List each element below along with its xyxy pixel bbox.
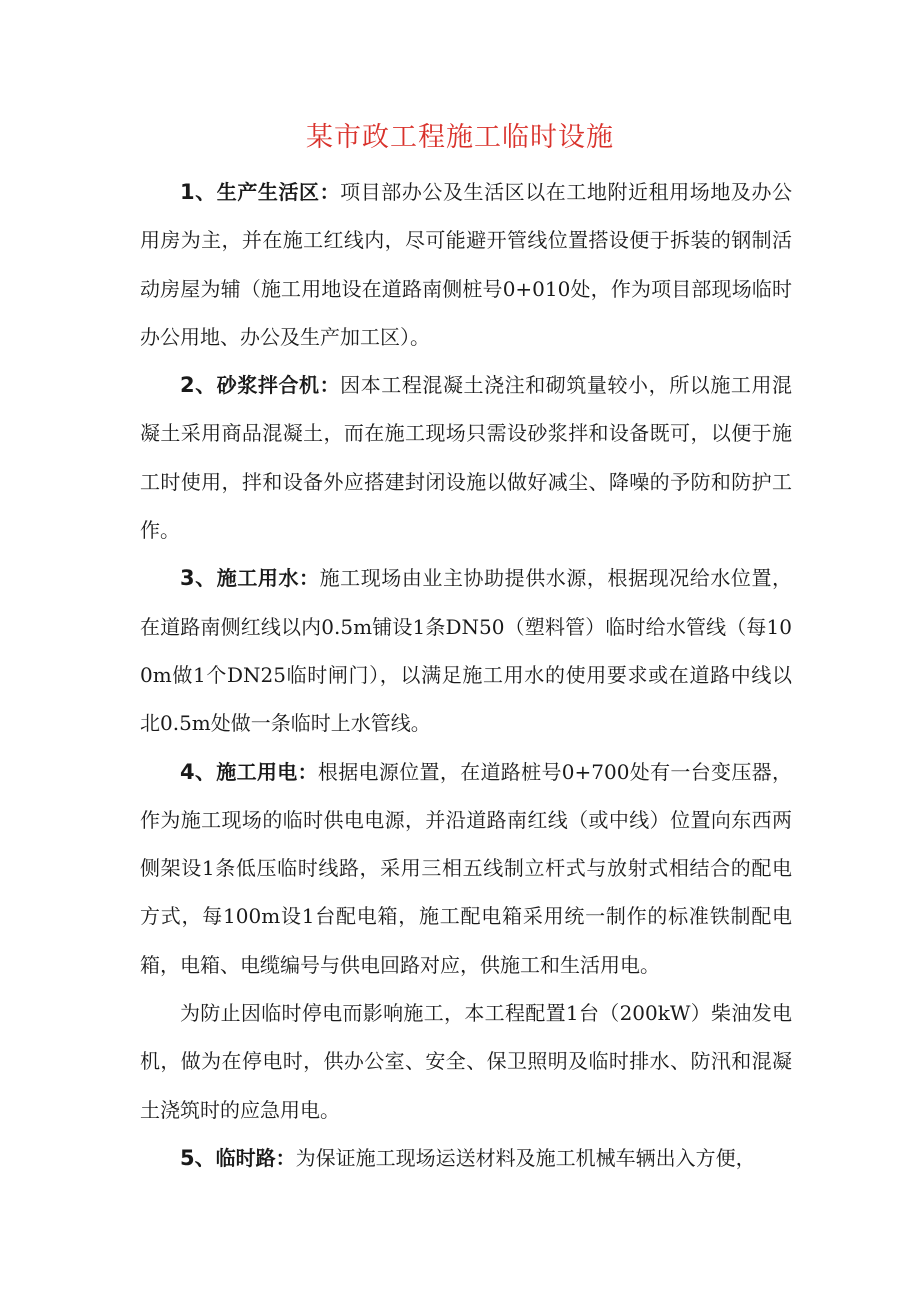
section-3-paragraph	[140, 554, 792, 747]
section-2-body: 因本工程混凝土浇注和砌筑量较小，所以施工用混凝土采用商品混凝土，而在施工现场只需设砂浆拌和设备既可，以便于施工时使用，拌和设备外应搭建封闭设施以做好减尘、降噪的予防和防护工作。	[140, 373, 793, 543]
section-4-colon: ：	[297, 759, 318, 784]
section-5-heading	[180, 1146, 296, 1170]
section-5-number: 5、	[180, 1145, 216, 1170]
section-5-colon: ：	[275, 1145, 296, 1170]
section-4-heading	[180, 760, 318, 784]
document-title: 某市政工程施工临时设施	[306, 122, 614, 153]
section-3-number: 3、	[180, 566, 217, 591]
section-3-heading	[180, 566, 320, 590]
section-1-heading	[180, 180, 340, 204]
section-2-number: 2、	[180, 373, 217, 398]
section-4-number: 4、	[180, 759, 217, 784]
section-2-colon: ：	[319, 373, 341, 398]
section-1-body: 项目部办公及生活区以在工地附近租用场地及办公用房为主，并在施工红线内，尽可能避开管线位置搭设便于拆装的钢制活动房屋为辅（施工用地设在道路南侧桩号0+010处，作为项目部现场临时办公用地、办公及生产加工区）。	[140, 180, 793, 349]
section-3-body: 施工现场由业主协助提供水源，根据现况给水位置，在道路南侧红线以内0.5m铺设1条DN50（塑料管）临时给水管线（每100m做1个DN25临时闸门），以满足施工用水的使用要求或在道路中线以北0.5m处做一条临时上水管线。	[140, 566, 793, 736]
section-1-heading-text: 生产生活区	[216, 180, 320, 204]
generator-paragraph: 为防止因临时停电而影响施工，本工程配置1台（200kW）柴油发电机，做为在停电时，供办公室、安全、保卫照明及临时排水、防汛和混凝土浇筑时的应急用电。	[140, 1001, 792, 1122]
section-2-heading-text: 砂浆拌合机	[216, 373, 320, 398]
section-2-heading	[180, 373, 340, 397]
section-1-paragraph	[140, 168, 792, 361]
section-5-body: 为保证施工现场运送材料及施工机械车辆出入方便，	[295, 1145, 756, 1170]
section-3-heading-text: 施工用水	[216, 566, 300, 591]
document-body	[140, 168, 792, 1182]
section-4-heading-text: 施工用电	[216, 759, 298, 784]
section-3-colon: ：	[299, 566, 320, 591]
section-5-paragraph	[140, 1134, 792, 1182]
section-4-body: 根据电源位置，在道路桩号0+700处有一台变压器，作为施工现场的临时供电电源，并沿道路南红线（或中线）位置向东西两侧架设1条低压临时线路，采用三相五线制立杆式与放射式相结合的配电方式，每100m设1台配电箱，施工配电箱采用统一制作的标准铁制配电箱，电箱、电缆编号与供电回路对应，供施工和生活用电。	[140, 759, 793, 977]
section-1-colon: ：	[319, 180, 341, 204]
section-1-number: 1、	[180, 180, 217, 204]
section-4-paragraph	[140, 748, 792, 989]
section-5-heading-text: 临时路	[215, 1145, 276, 1170]
section-2-paragraph	[140, 361, 792, 554]
